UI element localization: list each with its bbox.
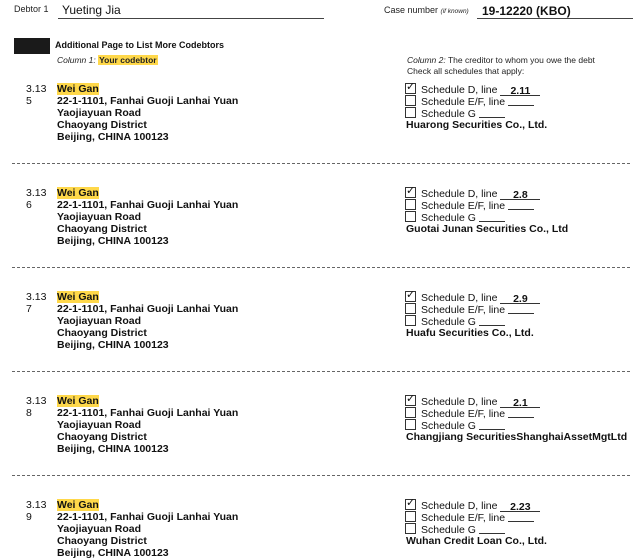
codebtor-address: 22-1-1101, Fanhai Guoji Lanhai Yuan Yaojiayuan Road Chaoyang District Beijing, CHINA 100123	[57, 407, 239, 455]
check-icon: ✓	[406, 185, 416, 197]
codebtor-name: Wei Gan	[57, 83, 99, 95]
schedule-g-blank[interactable]	[479, 107, 505, 118]
creditor-name: Huafu Securities Co., Ltd.	[406, 327, 534, 339]
codebtor-address: 22-1-1101, Fanhai Guoji Lanhai Yuan Yaojiayuan Road Chaoyang District Beijing, CHINA 100123	[57, 303, 239, 351]
codebtor-name: Wei Gan	[57, 291, 99, 303]
schedule-g-blank[interactable]	[479, 211, 505, 222]
part-black-box	[14, 38, 50, 54]
schedule-ef-checkbox[interactable]	[405, 407, 416, 418]
schedule-g-option: Schedule G	[405, 419, 505, 432]
schedule-g-blank[interactable]	[479, 419, 505, 430]
schedule-g-option: Schedule G	[405, 523, 505, 536]
schedule-d-option: ✓ Schedule D, line 2.9	[405, 291, 540, 304]
schedule-ef-checkbox[interactable]	[405, 95, 416, 106]
schedule-g-checkbox[interactable]	[405, 315, 416, 326]
entry-number: 3.13 6	[26, 187, 47, 211]
column-1-heading: Column 1: Your codebtor	[57, 55, 157, 65]
column-2-heading: Column 2: The creditor to whom you owe the debt Check all schedules that apply:	[407, 55, 595, 76]
schedule-d-checkbox[interactable]	[405, 83, 416, 94]
debtor-name-underline	[58, 18, 324, 19]
schedule-d-option: ✓ Schedule D, line 2.23	[405, 499, 540, 512]
entry-number: 3.13 5	[26, 83, 47, 107]
codebtor-address: 22-1-1101, Fanhai Guoji Lanhai Yuan Yaojiayuan Road Chaoyang District Beijing, CHINA 100123	[57, 95, 239, 143]
schedule-d-line-value[interactable]: 2.23	[500, 501, 540, 512]
schedule-d-line-value[interactable]: 2.9	[500, 293, 540, 304]
schedule-ef-checkbox[interactable]	[405, 199, 416, 210]
schedule-ef-line-blank[interactable]	[508, 95, 534, 106]
codebtor-name: Wei Gan	[57, 499, 99, 511]
debtor-label: Debtor 1	[14, 4, 49, 14]
schedule-ef-line-blank[interactable]	[508, 303, 534, 314]
schedule-ef-checkbox[interactable]	[405, 303, 416, 314]
schedule-ef-line-blank[interactable]	[508, 407, 534, 418]
schedule-g-checkbox[interactable]	[405, 211, 416, 222]
schedule-ef-checkbox[interactable]	[405, 511, 416, 522]
schedule-ef-option: Schedule E/F, line	[405, 95, 534, 108]
schedule-g-blank[interactable]	[479, 523, 505, 534]
schedule-d-line-value[interactable]: 2.1	[500, 397, 540, 408]
codebtor-entry	[0, 288, 641, 392]
case-number: 19-12220 (KBO)	[482, 4, 571, 18]
check-icon: ✓	[406, 289, 416, 301]
schedule-g-blank[interactable]	[479, 315, 505, 326]
entry-separator	[12, 475, 630, 476]
schedule-g-checkbox[interactable]	[405, 419, 416, 430]
entry-number: 3.13 8	[26, 395, 47, 419]
schedule-g-option: Schedule G	[405, 107, 505, 120]
schedule-ef-line-blank[interactable]	[508, 199, 534, 210]
check-icon: ✓	[406, 393, 416, 405]
creditor-name: Huarong Securities Co., Ltd.	[406, 119, 548, 131]
case-number-hint: (if known)	[440, 8, 469, 15]
schedule-ef-option: Schedule E/F, line	[405, 303, 534, 316]
codebtor-name: Wei Gan	[57, 187, 99, 199]
schedule-d-line-value[interactable]: 2.8	[500, 189, 540, 200]
debtor-name: Yueting Jia	[62, 3, 121, 17]
check-icon: ✓	[406, 497, 416, 509]
schedule-g-checkbox[interactable]	[405, 107, 416, 118]
schedule-ef-option: Schedule E/F, line	[405, 511, 534, 524]
codebtor-address: 22-1-1101, Fanhai Guoji Lanhai Yuan Yaojiayuan Road Chaoyang District Beijing, CHINA 100123	[57, 511, 239, 559]
codebtor-entry	[0, 496, 641, 558]
creditor-name: Changjiang SecuritiesShanghaiAssetMgtLtd	[406, 431, 628, 443]
schedule-ef-option: Schedule E/F, line	[405, 407, 534, 420]
schedule-d-checkbox[interactable]	[405, 499, 416, 510]
schedule-d-option: ✓ Schedule D, line 2.1	[405, 395, 540, 408]
schedule-g-checkbox[interactable]	[405, 523, 416, 534]
schedule-d-checkbox[interactable]	[405, 395, 416, 406]
schedule-d-line-value[interactable]: 2.11	[500, 85, 540, 96]
column-1-highlight: Your codebtor	[99, 55, 157, 65]
schedule-g-option: Schedule G	[405, 315, 505, 328]
schedule-d-option: ✓ Schedule D, line 2.8	[405, 187, 540, 200]
codebtor-entry	[0, 80, 641, 184]
schedule-g-option: Schedule G	[405, 211, 505, 224]
schedule-ef-option: Schedule E/F, line	[405, 199, 534, 212]
schedule-d-option: ✓ Schedule D, line 2.11	[405, 83, 540, 96]
codebtor-entry	[0, 184, 641, 288]
schedule-d-checkbox[interactable]	[405, 291, 416, 302]
entry-separator	[12, 371, 630, 372]
entry-separator	[12, 163, 630, 164]
codebtor-entry	[0, 392, 641, 496]
schedule-ef-line-blank[interactable]	[508, 511, 534, 522]
case-number-label: Case number (if known)	[384, 5, 469, 15]
schedule-d-checkbox[interactable]	[405, 187, 416, 198]
check-icon: ✓	[406, 81, 416, 93]
part-title: Additional Page to List More Codebtors	[55, 40, 225, 50]
creditor-name: Wuhan Credit Loan Co., Ltd.	[406, 535, 547, 547]
entry-separator	[12, 267, 630, 268]
creditor-name: Guotai Junan Securities Co., Ltd	[406, 223, 569, 235]
case-number-underline	[477, 18, 633, 19]
entry-number: 3.13 9	[26, 499, 47, 523]
codebtor-address: 22-1-1101, Fanhai Guoji Lanhai Yuan Yaojiayuan Road Chaoyang District Beijing, CHINA 100123	[57, 199, 239, 247]
entry-number: 3.13 7	[26, 291, 47, 315]
codebtor-name: Wei Gan	[57, 395, 99, 407]
